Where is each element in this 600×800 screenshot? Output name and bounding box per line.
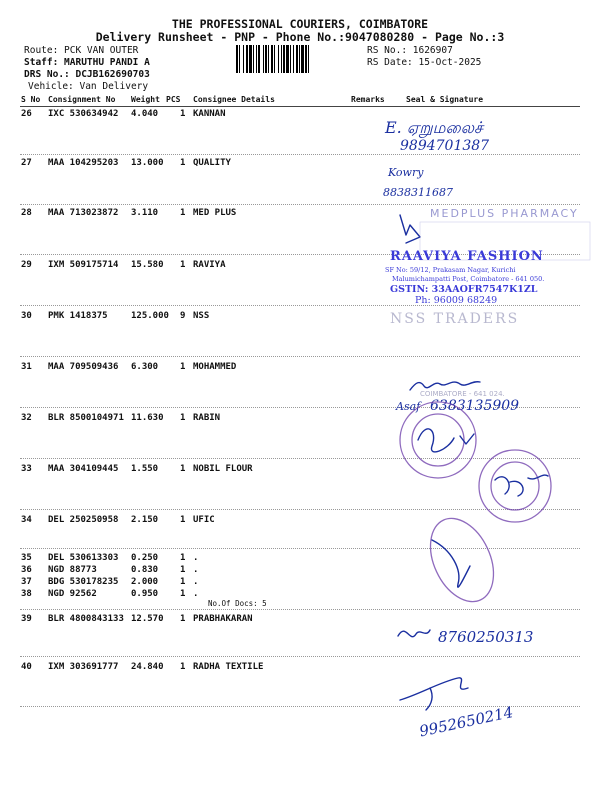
row-sno: 32 (21, 413, 32, 423)
row-pcs: 1 (180, 662, 186, 672)
raviya-stamp-phone: Ph: 96009 68249 (415, 295, 498, 306)
row-pcs: 1 (180, 109, 186, 119)
row-sno: 37 (21, 577, 32, 587)
col-consignment: Consignment No (48, 95, 116, 104)
signature (398, 630, 430, 637)
row-consignment: DEL 530613303 (48, 553, 119, 563)
row-consignment: BDG 530178235 (48, 577, 119, 587)
row-consignee: . (193, 553, 199, 563)
col-consignee: Consignee Details (193, 95, 275, 104)
row-consignee: QUALITY (193, 158, 231, 168)
row-pcs: 1 (180, 614, 186, 624)
row-consignment: MAA 709509436 (48, 362, 119, 372)
row-consignment: MAA 304109445 (48, 464, 119, 474)
row-consignment: IXM 303691777 (48, 662, 119, 672)
row-consignee: NOBIL FLOUR (193, 464, 253, 474)
vehicle-label: Vehicle: Van Delivery (28, 81, 149, 92)
row-pcs: 1 (180, 413, 186, 423)
row-weight: 12.570 (131, 614, 164, 624)
handwriting-name: Kowry (388, 166, 424, 179)
row-weight: 11.630 (131, 413, 164, 423)
signature (400, 215, 420, 243)
row-weight: 2.150 (131, 515, 159, 525)
row-sno: 26 (21, 109, 32, 119)
row-consignee: KANNAN (193, 109, 226, 119)
row-pcs: 1 (180, 553, 186, 563)
row-weight: 1.550 (131, 464, 159, 474)
row-consignee: . (193, 589, 199, 599)
row-consignment: NGD 92562 (48, 589, 97, 599)
handwriting-name: Asaf (396, 400, 421, 413)
handwriting-phone: 8760250313 (438, 628, 534, 646)
row-sno: 36 (21, 565, 32, 575)
row-consignee: UFIC (193, 515, 215, 525)
row-consignee: MED PLUS (193, 208, 237, 218)
row-consignee: PRABHAKARAN (193, 614, 253, 624)
no-of-docs: No.Of Docs: 5 (208, 599, 267, 608)
route-label: Route: PCK VAN OUTER (24, 45, 139, 56)
row-sno: 38 (21, 589, 32, 599)
row-sno: 30 (21, 311, 32, 321)
col-pcs: PCS (166, 95, 181, 104)
row-weight: 4.040 (131, 109, 159, 119)
drs-number: DRS No.: DCJB162690703 (24, 69, 150, 80)
row-pcs: 1 (180, 589, 186, 599)
runsheet-subtitle: Delivery Runsheet - PNP - Phone No.:9047080280 - Page No.:3 (95, 30, 505, 44)
signature (400, 678, 468, 710)
row-weight: 6.300 (131, 362, 159, 372)
signature (410, 382, 480, 390)
row-pcs: 1 (180, 515, 186, 525)
col-weight: Weight (131, 95, 160, 104)
row-weight: 15.580 (131, 260, 164, 270)
row-consignment: DEL 250250958 (48, 515, 119, 525)
row-weight: 13.000 (131, 158, 164, 168)
company-title: THE PROFESSIONAL COURIERS, COIMBATORE (171, 17, 429, 31)
row-consignee: NSS (193, 311, 210, 321)
raviya-stamp-addr: Malumichampatti Post, Coimbatore - 641 050. (392, 275, 545, 283)
raviya-stamp-gst: GSTIN: 33AAOFR7547K1ZL (390, 284, 538, 295)
raviya-stamp-addr: SF No: 59/12, Prakasam Nagar, Kurichi (385, 266, 516, 274)
row-pcs: 1 (180, 362, 186, 372)
handwriting-phone: 8838311687 (383, 186, 453, 199)
raviya-stamp-title: RAAVIYA FASHION (390, 249, 544, 264)
row-pcs: 9 (180, 311, 186, 321)
handwriting-phone: 6383135909 (430, 398, 520, 414)
row-consignee: RAVIYA (193, 260, 226, 270)
row-consignee: MOHAMMED (193, 362, 237, 372)
col-remarks: Remarks (351, 95, 385, 104)
row-sno: 27 (21, 158, 32, 168)
row-pcs: 1 (180, 260, 186, 270)
row-consignment: PMK 1418375 (48, 311, 108, 321)
oval-stamp (418, 508, 506, 611)
handwriting-phone: 9894701387 (400, 138, 490, 154)
row-consignee: RABIN (193, 413, 221, 423)
signature (418, 429, 474, 452)
rs-date: RS Date: 15-Oct-2025 (367, 57, 482, 68)
handwriting-phone: 9952650214 (417, 703, 515, 741)
round-stamp-inner (412, 414, 464, 466)
row-weight: 0.250 (131, 553, 159, 563)
row-sno: 29 (21, 260, 32, 270)
row-consignment: MAA 104295203 (48, 158, 119, 168)
staff-label: Staff: MARUTHU PANDI A (24, 57, 150, 68)
row-pcs: 1 (180, 577, 186, 587)
row-consignment: IXM 509175714 (48, 260, 119, 270)
row-sno: 28 (21, 208, 32, 218)
nss-stamp-addr: COIMBATORE - 641 024. (420, 390, 505, 398)
row-pcs: 1 (180, 158, 186, 168)
row-consignee: . (193, 565, 199, 575)
row-weight: 0.950 (131, 589, 159, 599)
row-consignment: IXC 530634942 (48, 109, 119, 119)
col-sno: S No (21, 95, 41, 104)
row-sno: 33 (21, 464, 32, 474)
row-pcs: 1 (180, 208, 186, 218)
row-sno: 31 (21, 362, 32, 372)
row-consignment: BLR 8500104971 (48, 413, 124, 423)
row-consignment: BLR 4800843133 (48, 614, 124, 624)
row-weight: 0.830 (131, 565, 159, 575)
nss-stamp: NSS TRADERS (390, 311, 520, 327)
medplus-stamp: MEDPLUS PHARMACY (430, 207, 579, 220)
row-consignee: . (193, 577, 199, 587)
row-weight: 2.000 (131, 577, 159, 587)
round-stamp (479, 450, 551, 522)
row-pcs: 1 (180, 464, 186, 474)
row-sno: 40 (21, 662, 32, 672)
row-consignment: NGD 88773 (48, 565, 97, 575)
rs-number: RS No.: 1626907 (367, 45, 453, 56)
col-seal: Seal & Signature (406, 95, 484, 104)
row-pcs: 1 (180, 565, 186, 575)
round-stamp-inner (491, 462, 539, 510)
row-weight: 3.110 (131, 208, 159, 218)
row-weight: 125.000 (131, 311, 169, 321)
row-sno: 39 (21, 614, 32, 624)
signature (432, 540, 470, 587)
signature (495, 475, 548, 496)
row-sno: 35 (21, 553, 32, 563)
row-sno: 34 (21, 515, 32, 525)
handwriting-name: E. ஏறுமலைச் (385, 118, 483, 137)
row-weight: 24.840 (131, 662, 164, 672)
row-consignee: RADHA TEXTILE (193, 662, 264, 672)
row-consignment: MAA 713023872 (48, 208, 119, 218)
